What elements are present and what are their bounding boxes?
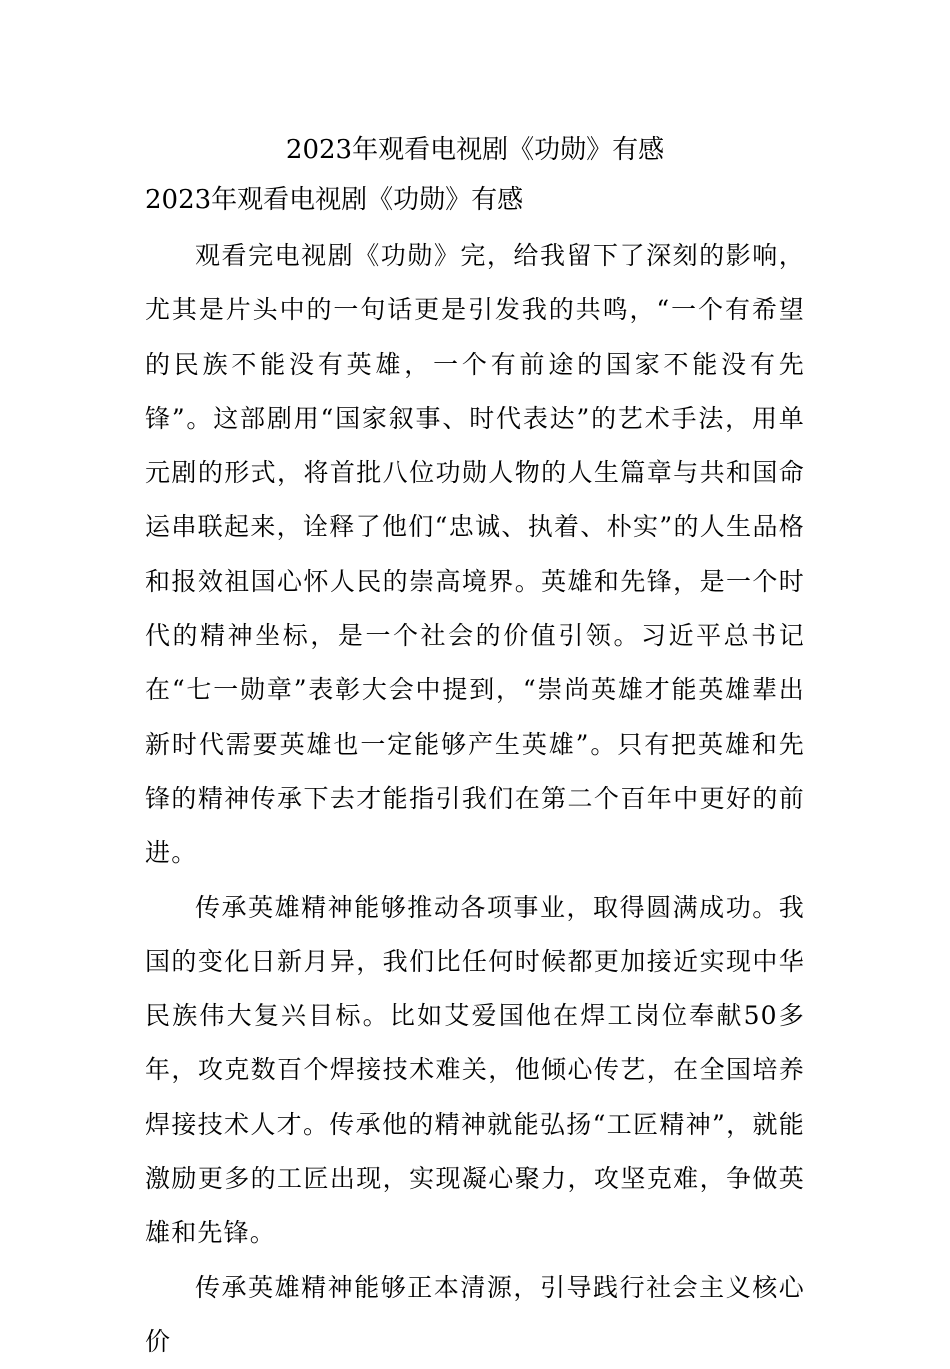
document-subtitle: 2023年观看电视剧《功勋》有感 bbox=[145, 185, 524, 215]
document-title: 2023年观看电视剧《功勋》有感 bbox=[285, 135, 665, 165]
paragraph-1: 观看完电视剧《功勋》完，给我留下了深刻的影响，尤其是片头中的一句话更是引发我的共鸣，“一个有希望的民族不能没有英雄，一个有前途的国家不能没有先锋”。这部剧用“国家叙事、时代表达”的艺术手法，用单元剧的形式，将首批八位功勋人物的人生篇章与共和国命运串联起来，诠释了他们“忠诚、执着、朴实”的人生品格和报效祖国心怀人民的崇高境界。英雄和先锋，是一个时代的精神坐标，是一个社会的价值引领。习近平总书记在“七一勋章”表彰大会中提到，“崇尚英雄才能英雄辈出新时代需要英雄也一定能够产生英雄”。只有把英雄和先锋的精神传承下去才能指引我们在第二个百年中更好的前进。 bbox=[145, 241, 805, 868]
paragraph-2: 传承英雄精神能够推动各项事业，取得圆满成功。我国的变化日新月异，我们比任何时候都更加接近实现中华民族伟大复兴目标。比如艾爱国他在焊工岗位奉献50多年，攻克数百个焊接技术难关，他倾心传艺，在全国培养焊接技术人才。传承他的精神就能弘扬“工匠精神”，就能激励更多的工匠出现，实现凝心聚力，攻坚克难，争做英雄和先锋。 bbox=[145, 892, 805, 1248]
document-body bbox=[145, 229, 805, 1369]
paragraph-3: 传承英雄精神能够正本清源，引导践行社会主义核心价 bbox=[145, 1272, 805, 1356]
